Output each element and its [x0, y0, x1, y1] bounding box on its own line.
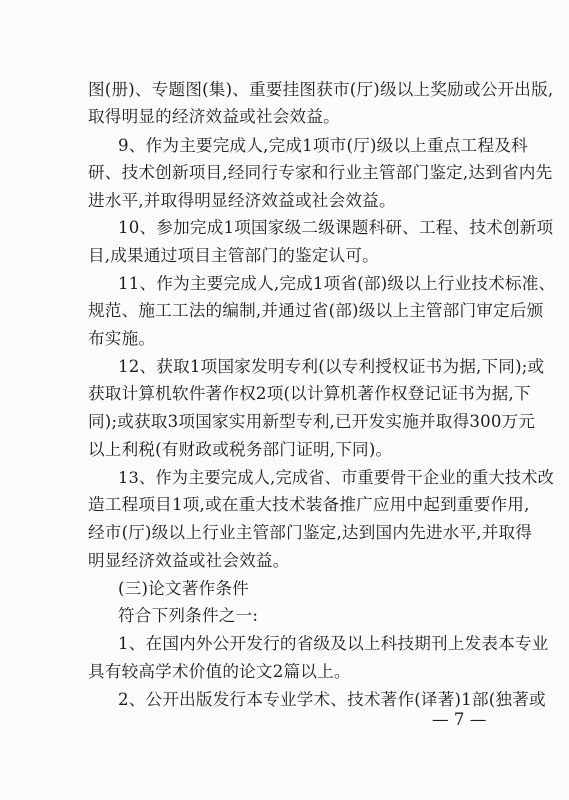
text-line: 明显经济效益或社会效益。 [88, 551, 290, 570]
text-line: 经市(厅)级以上行业主管部门鉴定,达到国内先进水平,并取得 [88, 523, 533, 542]
page-number: — 7 — [432, 710, 487, 729]
text-line: 以上利税(有财政或税务部门证明,下同)。 [88, 440, 393, 459]
text-line: 9、作为主要完成人,完成1项市(厅)级以上重点工程及科 [118, 136, 528, 155]
text-line: 造工程项目1项,或在重大技术装备推广应用中起到重要作用, [88, 495, 530, 514]
text-line: 符合下列条件之一: [118, 606, 259, 625]
text-line: 12、获取1项国家发明专利(以专利授权证书为据,下同);或 [118, 357, 545, 376]
text-line: 获取计算机软件著作权2项(以计算机著作权登记证书为据,下 [88, 384, 531, 403]
section-heading: (三)论文著作条件 [118, 579, 249, 598]
text-line: 取得明显的经济效益或社会效益。 [88, 107, 340, 126]
text-line: 规范、施工工法的编制,并通过省(部)级以上主管部门审定后颁 [88, 301, 544, 320]
text-line: 目,成果通过项目主管部门的鉴定认可。 [88, 246, 379, 265]
text-line: 图(册)、专题图(集)、重要挂图获市(厅)级以上奖励或公开出版, [88, 80, 554, 99]
text-line: 研、技术创新项目,经同行专家和行业主管部门鉴定,达到省内先 [88, 163, 553, 182]
text-line: 同);或获取3项国家实用新型专利,已开发实施并取得300万元 [88, 412, 536, 431]
text-line: 2、公开出版发行本专业学术、技术著作(译著)1部(独著或 [118, 690, 546, 709]
text-line: 布实施。 [88, 329, 156, 348]
text-line: 11、作为主要完成人,完成1项省(部)级以上行业技术标准、 [118, 274, 556, 293]
text-line: 13、作为主要完成人,完成省、市重要骨干企业的重大技术改 [118, 468, 555, 487]
text-line: 进水平,并取得明显经济效益或社会效益。 [88, 191, 396, 210]
text-line: 1、在国内外公开发行的省级及以上科技期刊上发表本专业 [118, 634, 549, 653]
text-line: 具有较高学术价值的论文2篇以上。 [88, 662, 351, 681]
text-line: 10、参加完成1项国家级二级课题科研、工程、技术创新项 [118, 218, 554, 237]
